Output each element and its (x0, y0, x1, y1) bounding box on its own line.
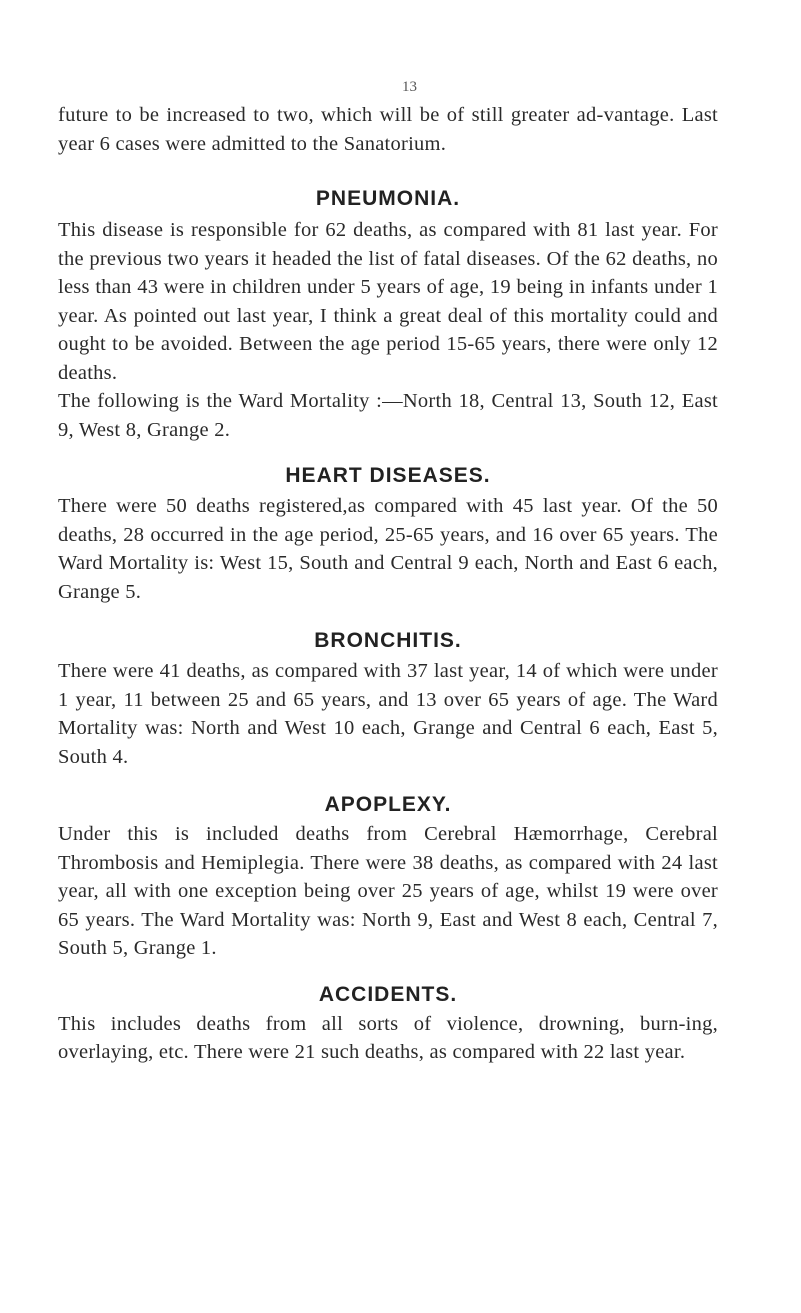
intro-paragraph: future to be increased to two, which will be of still greater ad-vantage. Last year 6 cases were admitted to the Sanatorium. (58, 104, 718, 155)
pneumonia-paragraph-1: This disease is responsible for 62 deaths, as compared with 81 last year. For the previous two years it headed the list of fatal diseases. Of the 62 deaths, no less than 43 were in children under 5 years of age, 19 being in infants under 1 year. As pointed out last year, I think a great deal of this mortality could and ought to be avoided. Between the age period 15-65 years, there were only 12 deaths. (58, 219, 718, 384)
pneumonia-paragraph-2: The following is the Ward Mortality :—North 18, Central 13, South 12, East 9, West 8, Grange 2. (58, 390, 718, 441)
section-heading-accidents: ACCIDENTS. (318, 982, 458, 1006)
accidents-paragraph: This includes deaths from all sorts of violence, drowning, burn-ing, overlaying, etc. There were 21 such deaths, as compared with 22 last year. (58, 1012, 718, 1063)
section-heading-pneumonia: PNEUMONIA. (315, 187, 461, 210)
section-heading-heart-diseases: HEART DISEASES. (285, 464, 491, 487)
heart-diseases-paragraph: There were 50 deaths registered,as compared with 45 last year. Of the 50 deaths, 28 occurred in the age period, 25-65 years, and 16 over 65 years. The Ward Mortality is: West 15, South and Central 9 each, North and East 6 each, Grange 5. (58, 495, 718, 603)
page-number: 13 (402, 79, 417, 95)
apoplexy-paragraph: Under this is included deaths from Cerebral Hæmorrhage, Cerebral Thrombosis and Hemiplegia. There were 38 deaths, as compared with 24 last year, all with one exception being over 25 years of age, whilst 19 were over 65 years. The Ward Mortality was: North 9, East and West 8 each, Central 7, South 5, Grange 1. (58, 823, 718, 959)
section-heading-bronchitis: BRONCHITIS. (314, 629, 462, 652)
bronchitis-paragraph: There were 41 deaths, as compared with 37 last year, 14 of which were under 1 year, 11 between 25 and 65 years, and 13 over 65 years of age. The Ward Mortality was: North and West 10 each, Grange and Central 6 each, East 5, South 4. (58, 660, 718, 768)
section-heading-apoplexy: APOPLEXY. (324, 793, 452, 816)
document-page (58, 101, 718, 1067)
